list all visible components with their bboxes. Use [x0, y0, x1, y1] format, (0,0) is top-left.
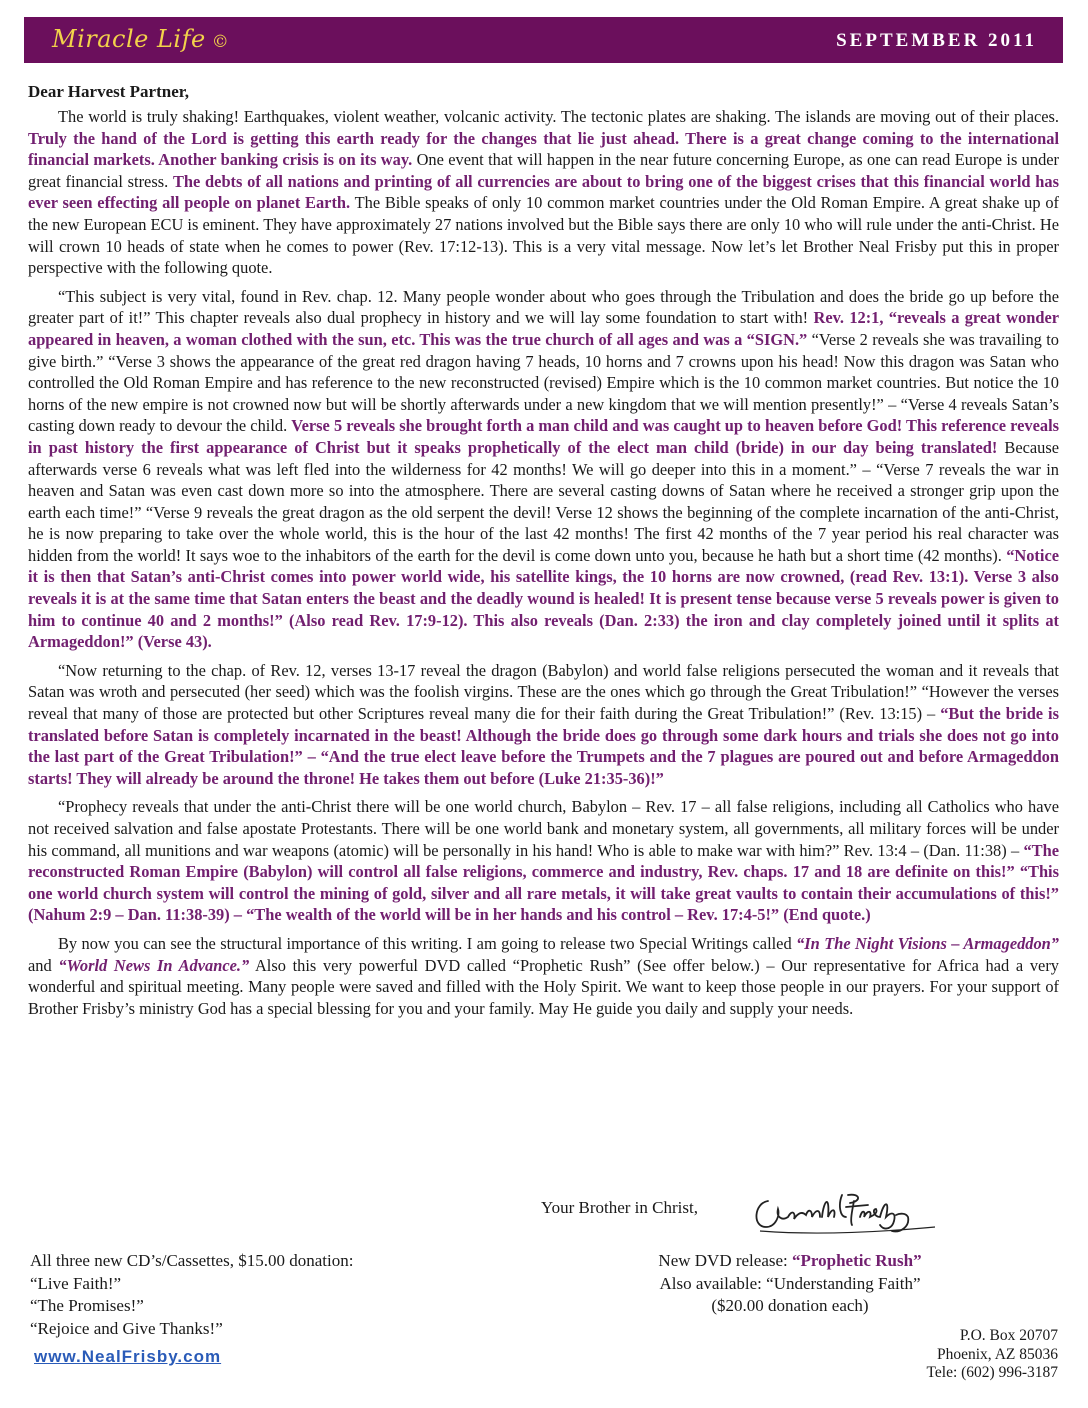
letter-body — [28, 82, 1059, 1026]
signoff: Your Brother in Christ, — [541, 1198, 698, 1217]
body-text: The world is truly shaking! Earthquakes, violent weather, volcanic activity. The tectonic plates are shaking. The islands are moving out of their places. — [58, 107, 1059, 126]
emphasized-text: Rev. 12:1, “reveals a great wonder appeared in heaven, a woman clothed with the sun, etc. This was the true church of all ages and was a “SIGN.” — [28, 308, 1059, 349]
dvd-offer — [580, 1250, 1000, 1318]
writing-title: “In The Night Visions – Armageddon” — [796, 933, 1059, 953]
cd-title-3: “Rejoice and Give Thanks!” — [30, 1318, 223, 1338]
issue-date: SEPTEMBER 2011 — [836, 30, 1037, 51]
letter-paragraph — [28, 106, 1059, 279]
address-city: Phoenix, AZ 85036 — [937, 1345, 1058, 1363]
emphasized-text: Truly the hand of the Lord is getting this earth ready for the changes that lie just ahead. There is a great change coming to the international financial markets. Another banking crisis is on its way. — [28, 128, 1059, 170]
cd-title-2: “The Promises!” — [30, 1296, 144, 1315]
body-text: By now you can see the structural importance of this writing. I am going to release two Special Writings called — [58, 933, 797, 953]
body-text: Because afterwards verse 6 reveals what was left fled into the wilderness for 42 months! We will go deeper into this in a moment.” – “Verse 7 reveals the war in heaven and Satan was even cast down more so into the atmosphere. There are several casting downs of Satan where he received a stronger grip upon the earth each time!” “Verse 9 reveals the great dragon as the old serpent the devil! Verse 12 shows the beginning of the complete incarnation of the anti-Christ, he is now preparing to take over the whole world, this is the hour of the last 42 months! The first 42 months of the 7 year period his real character was hidden from the world! It says woe to the inhabitors of the earth for the devil is come down unto you, because he hath but a short time (42 months). — [28, 437, 1059, 565]
letter-paragraph — [28, 796, 1059, 926]
emphasized-text: “Notice it is then that Satan’s anti-Christ comes into power world wide, his satellite kings, the 10 horns are now crowned, (read Rev. 13:1). Verse 3 also reveals it is at the same time that Satan enters the beast and the deadly wound is healed! It is present tense because verse 5 reveals power is given to him to continue 40 and 2 months!” (Also read Rev. 17:9-12). This also reveals (Dan. 2:33) the iron and clay completely joined until it splits at Armageddon!” (Verse 43). — [28, 545, 1059, 652]
body-text: “Prophecy reveals that under the anti-Christ there will be one world church, Babylon – Rev. 17 – all false religions, including all Catholics who have not received salvation and false apostate Protestants. There will be one world bank and monetary system, all governments, all military forces will be under his command, all munitions and war weapons (atomic) will be personally in his hand! Who is able to make war with him?” Rev. 13:4 – (Dan. 11:38) – — [28, 797, 1059, 860]
dvd-title: “Prophetic Rush” — [792, 1251, 922, 1270]
website-link[interactable]: www.NealFrisby.com — [34, 1347, 222, 1366]
cd-offer-title: All three new CD’s/Cassettes, $15.00 donation: — [30, 1251, 354, 1270]
dvd-release-line — [580, 1250, 1000, 1273]
emphasized-text: “But the bride is translated before Satan is completely incarnated in the beast! Although the bride does go through some dark hours and trials she does not go into the last part of the Great Tribulation!” – “And the true elect leave before the Trumpets and the 7 plagues are poured out and before Armageddon starts! They will already be around the throne! He takes them out before (Luke 21:35-36)!” — [28, 704, 1059, 788]
mailing-address — [927, 1327, 1059, 1383]
letter-paragraph — [28, 933, 1059, 1019]
emphasized-text: “The reconstructed Roman Empire (Babylon) will control all false religions, commerce and industry, Rev. chaps. 17 and 18 are definite on this!” “This one world church system will control the mining of gold, silver and all rare metals, it will take great vaults to contain their accumulations of this!” (Nahum 2:9 – Dan. 11:38-39) – “The wealth of the world will be in her hands and his control – Rev. 17:4-5!” (End quote.) — [28, 840, 1059, 925]
address-phone: Tele: (602) 996-3187 — [926, 1364, 1058, 1381]
body-text: Also this very powerful DVD called “Prophetic Rush” (See offer below.) – Our representative for Africa had a very wonderful and spiritual meeting. Many people were saved and filled with the Holy Spirit. We want to keep those people in our prayers. For your support of Brother Frisby’s ministry God has a special blessing for you and your family. May He guide you daily and supply your needs. — [28, 955, 1059, 1018]
brand-name: Miracle Life — [52, 25, 206, 53]
body-text: “Now returning to the chap. of Rev. 12, verses 13-17 reveal the dragon (Babylon) and world false religions persecuted the woman and it reveals that Satan was wroth and persecuted (her seed) which was the foolish virgins. These are the ones which go through the Great Tribulation!” “However the verses reveal that many of those are protected but other Scriptures reveal many die for their faith during the Great Tribulation!” (Rev. 13:15) – — [28, 660, 1059, 724]
letter-paragraph — [28, 286, 1059, 653]
body-text: The Bible speaks of only 10 common market countries under the Old Roman Empire. A great shake up of the new European ECU is eminent. They have approximately 27 nations involved but the Bible says there are only 10 who will rule under the anti-Christ. He will crown 10 heads of state when he comes to power (Rev. 17:12-13). This is a very vital message. Now let’s let Brother Neal Frisby put this in proper perspective with the following quote. — [28, 193, 1059, 278]
body-text: “This subject is very vital, found in Rev. chap. 12. Many people wonder about who goes through the Tribulation and does the bride go up before the greater part of it!” This chapter reveals also dual prophecy in history and we will lay some foundation to start with! — [28, 286, 1059, 328]
body-text: One event that will happen in the near future concerning Europe, as one can read Europe is under great financial stress. — [28, 150, 1059, 191]
body-text: and — [28, 955, 59, 975]
brand-logo — [52, 25, 229, 53]
emphasized-text: Verse 5 reveals she brought forth a man child and was caught up to heaven before God! This reference reveals in past history the first appearance of Christ but it speaks prophetically of the elect man child (bride) in our day being translated! — [28, 416, 1059, 457]
letter-paragraphs — [28, 106, 1059, 1019]
emphasized-text: The debts of all nations and printing of all currencies are about to bring one of the biggest crises that this financial world has ever seen effecting all people on planet Earth. — [28, 171, 1060, 213]
copyright-symbol: © — [211, 32, 230, 52]
signature-image — [750, 1187, 945, 1239]
writing-title: “World News In Advance.” — [58, 955, 250, 975]
letter-paragraph — [28, 660, 1059, 790]
body-text: “Verse 2 reveals she was travailing to give birth.” “Verse 3 shows the appearance of the great red dragon having 7 heads, 10 horns and 7 crowns upon his head! Now this dragon was Satan who controlled the Old Roman Empire and has reference to the new reconstructed (revised) Empire which is the 10 common market countries. But notice the 10 horns of the new empire is not crowned now but will be shortly afterwards under a new kingdom that we will mention presently!” – “Verse 4 reveals Satan’s casting down ready to devour the child. — [28, 329, 1059, 436]
address-po-box: P.O. Box 20707 — [959, 1327, 1058, 1344]
cd-title-1: “Live Faith!” — [30, 1273, 122, 1293]
dvd-prefix: New DVD release: — [658, 1251, 793, 1270]
dvd-also-available: Also available: “Understanding Faith” — [659, 1273, 921, 1293]
header-banner — [24, 17, 1063, 63]
cd-offer — [30, 1250, 353, 1340]
dvd-price: ($20.00 donation each) — [711, 1296, 869, 1315]
salutation: Dear Harvest Partner, — [28, 82, 189, 101]
